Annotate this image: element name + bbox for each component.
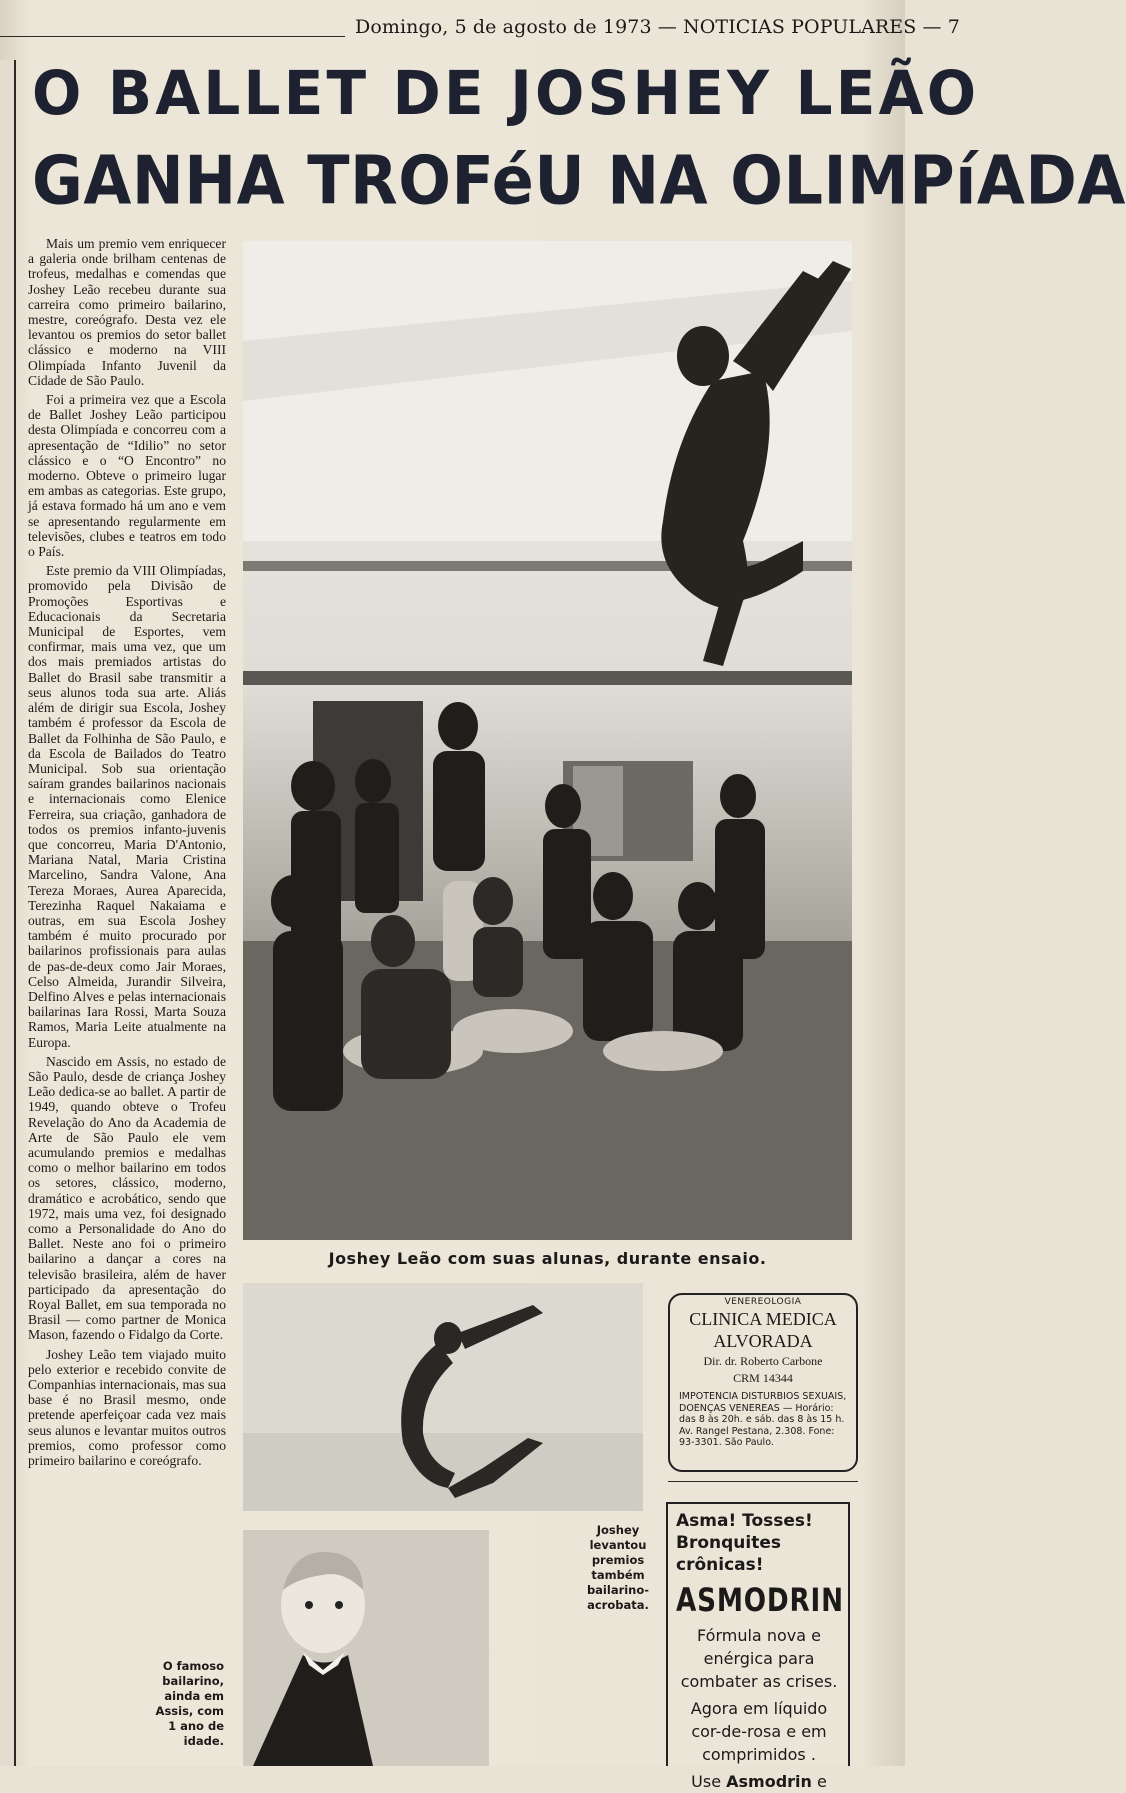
child-photo-caption: O famoso bailarino, ainda em Assis, com 1 ano de idade. <box>155 1659 224 1748</box>
dancers-photo-illustration <box>243 241 852 1240</box>
article-paragraph: Foi a primeira vez que a Escola de Ballet Joshey Leão participou desta Olimpíada e concorreu com a apresentação de “Idilio” no setor clássico e o “O Encontro” no moderno. Obteve o primeiro lugar em ambas as categorias. Este grupo, já estava formado há um ano e vem se apresentando regularmente em televisões, clubes e teatros em todo o País. <box>28 392 226 560</box>
ad-tagline-1: Asma! Tosses! <box>676 1511 813 1531</box>
headline-line-1: O BALLET DE JOSHEY LEÃO <box>32 57 980 129</box>
acrobat-photo <box>243 1283 643 1511</box>
ad-text-2: Agora em líquido cor-de-rosa e em comprimidos . <box>690 1699 828 1764</box>
ad-text-3 <box>676 1770 842 1793</box>
ad-text-3-post: e <box>817 1772 827 1791</box>
dateline: Domingo, 5 de agosto de 1973 — NOTICIAS POPULARES — 7 <box>355 16 960 38</box>
clinic-name-line-1: CLINICA MEDICA <box>689 1309 837 1329</box>
ad-text-1: Fórmula nova e enérgica para combater as crises. <box>680 1626 838 1691</box>
clinic-crm: CRM 14344 <box>733 1371 793 1385</box>
header-rule <box>0 36 345 37</box>
main-photo-caption: Joshey Leão com suas alunas, durante ensaio. <box>328 1249 767 1268</box>
clinic-name-line-2: ALVORADA <box>713 1331 813 1351</box>
ad-text-3-brand: Asmodrin <box>726 1772 812 1791</box>
clinic-advertisement <box>668 1293 858 1472</box>
ad-kicker: VENEREOLOGIA <box>724 1297 802 1307</box>
asmodrin-advertisement <box>666 1502 850 1791</box>
headline-line-2: GANHA TROFéU NA OLIMPíADA <box>32 141 1126 220</box>
acrobat-photo-caption: Joshey levantou premios também bailarino-acrobata. <box>586 1523 650 1612</box>
main-photo <box>243 241 852 1240</box>
ad-tagline-2: Bronquites crônicas! <box>676 1533 781 1575</box>
article-paragraph: Joshey Leão tem viajado muito pelo exterior e recebido convite de Companhias internacionais, mas sua base é no Brasil mesmo, onde pretende aperfeiçoar cada vez mais seus alunos e levantar muitos outros premios, como professor como primeiro bailarino e coreógrafo. <box>28 1346 226 1469</box>
ad-divider <box>668 1481 858 1482</box>
ad-text-3-pre: Use <box>691 1772 722 1791</box>
article-paragraph: Nascido em Assis, no estado de São Paulo, desde de criança Joshey Leão dedica-se ao ballet. A partir de 1949, quando obteve o Trofeu Revelação do Ano da Academia de Arte de São Paulo ele vem acumulando premios e medalhas como o melhor bailarino em todos os setores, clássico, moderno, dramático e acrobático, sendo que 1972, mais uma vez, foi designado como a Personalidade do Ano do Ballet. Neste ano foi o primeiro bailarino a dançar a cores na televisão brasileira, além de haver participado da apresentação do Royal Ballet, em sua temporada no Brasil — como partner de Monica Mason, fazendo o Fidalgo da Corte. <box>28 1053 226 1343</box>
ad-brand: ASMODRIN <box>676 1581 844 1619</box>
clinic-details: IMPOTENCIA DISTURBIOS SEXUAIS, DOENÇAS VENEREAS — Horário: das 8 às 20h. e sáb. das 8 às 15 h. Av. Rangel Pestana, 2.308. Fone: 93-3301. São Paulo. <box>679 1391 847 1448</box>
child-portrait <box>243 1530 489 1766</box>
article-body <box>28 236 226 1472</box>
article-paragraph: Este premio da VIII Olimpíadas, promovido pela Divisão de Promoções Esportivas e Educacionais da Secretaria Municipal de Esportes, vem confirmar, mais uma vez, que um dos mais premiados artistas do Ballet do Brasil sabe transmitir a seus alunos toda sua arte. Aliás além de dirigir sua Escola, Joshey também é professor da Escola de Ballet da Folhinha de São Paulo, e da Escola de Bailados do Teatro Municipal. Sob sua orientação saíram grandes bailarinos nacionais e internacionais como Elenice Ferreira, sua criação, ganhadora de todos os premios infanto-juvenis que concorreu, Maria D'Antonio, Mariana Natal, Maria Cristina Marcelino, Sandra Valone, Ana Tereza Moraes, Aurea Aparecida, Terezinha Raquel Nakaiama e outras, em sua Escola Joshey também é muito procurado por bailarinos profissionais para aulas de pas-de-deux como Jair Moraes, Celso Almeida, Jurandir Silveira, Delfino Alves e pelas internacionais bailarinas Iara Rossi, Marta Souza Ramos, Maria Leite atualmente na Europa. <box>28 563 226 1050</box>
acrobat-silhouette <box>243 1283 643 1511</box>
article-paragraph: Mais um premio vem enriquecer a galeria onde brilham centenas de trofeus, medalhas e comendas que Joshey Leão recebeu durante sua carreira como primeiro bailarino, mestre, coreógrafo. Desta vez ele levantou os premios do setor ballet clássico e moderno na VIII Olimpíada Infanto Juvenil da Cidade de São Paulo. <box>28 236 226 388</box>
adjacent-page-edge <box>0 60 16 1766</box>
clinic-director: Dir. dr. Roberto Carbone <box>703 1354 823 1368</box>
child-photo <box>243 1530 489 1766</box>
